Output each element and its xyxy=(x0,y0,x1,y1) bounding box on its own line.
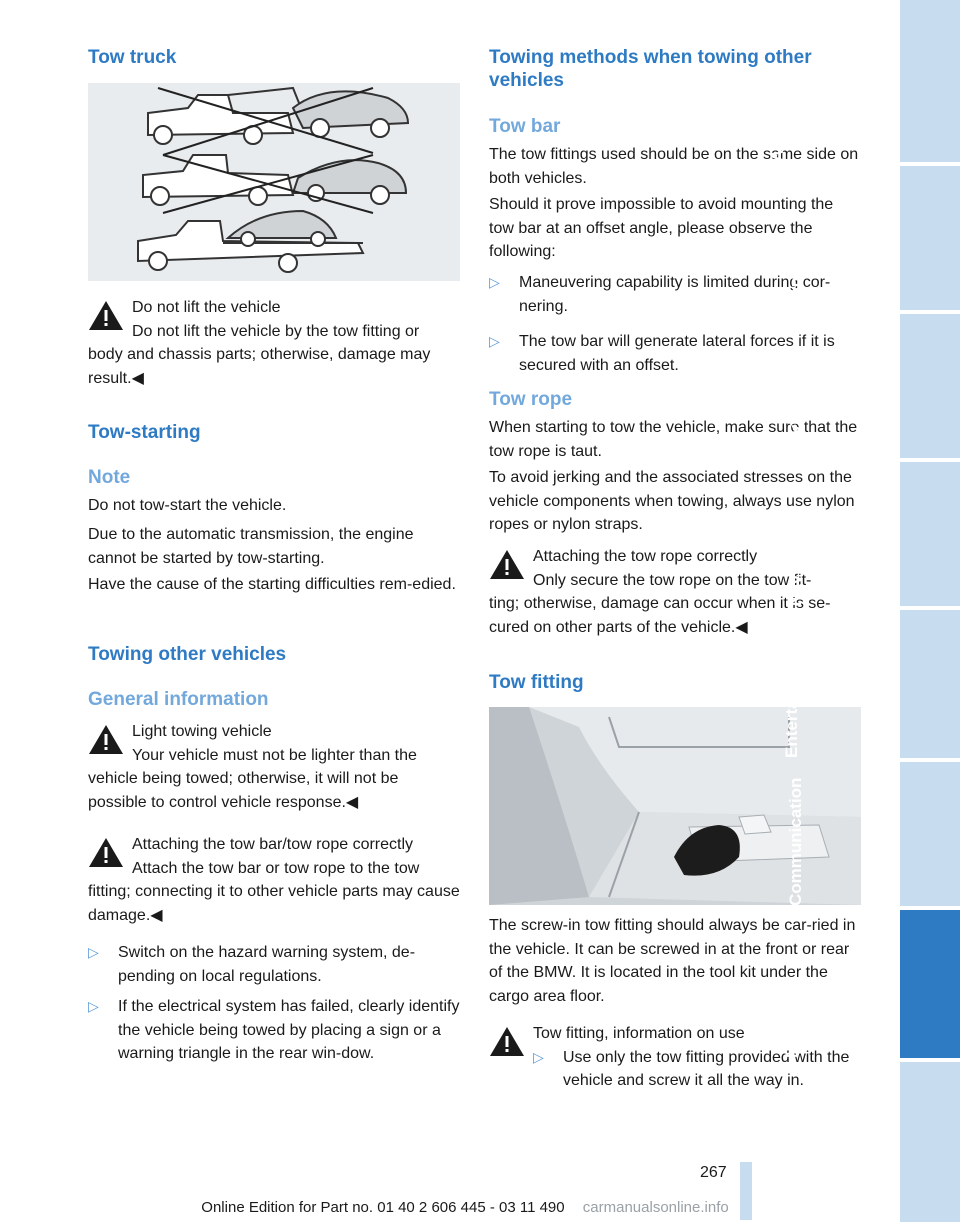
tow-rope-paragraph-1: When starting to tow the vehicle, make sure that the tow rope is taut. xyxy=(489,419,858,460)
tab-entertainment[interactable] xyxy=(782,610,960,758)
tab-label: Navigation xyxy=(786,519,805,606)
towing-other-heading: Towing other vehicles xyxy=(88,644,287,665)
warning-triangle-icon xyxy=(88,300,124,331)
towing-methods-heading: Towing methods when towing other vehicles xyxy=(489,47,812,91)
bullet-triangle-icon: ▷ xyxy=(489,333,500,349)
tab-mobility[interactable] xyxy=(782,910,960,1058)
tow-starting-heading: Tow-starting xyxy=(88,422,201,443)
warning-body-rest: ting; otherwise, damage can occur when it is se-cured on other parts of the vehicle.◀ xyxy=(489,595,831,636)
note-paragraph-3: Have the cause of the starting difficulties rem-edied. xyxy=(88,576,456,593)
note-heading: Note xyxy=(88,467,131,488)
watermark: carmanualsonline.info xyxy=(582,1199,729,1216)
warning-body-rest: vehicle being towed; otherwise, it will not be possible to control vehicle response.◀ xyxy=(88,770,399,811)
warning-body-first: Do not lift the vehicle by the tow fitting or xyxy=(132,322,420,340)
tab-navigation[interactable] xyxy=(786,462,960,606)
warning-triangle-icon xyxy=(489,1026,525,1057)
tab-communication[interactable] xyxy=(900,762,960,906)
tab-reference[interactable] xyxy=(770,1062,960,1222)
tow-rope-heading: Tow rope xyxy=(489,389,573,410)
warning-title: Attaching the tow rope correctly xyxy=(533,548,758,565)
tab-label: Driving tips xyxy=(786,364,805,458)
list-item-text: Maneuvering capability is limited during cor-nering. xyxy=(519,274,831,315)
warning-light-towing xyxy=(88,720,460,814)
warning-title: Tow fitting, information on use xyxy=(533,1025,745,1042)
bullet-triangle-icon: ▷ xyxy=(489,274,500,290)
warning-attach-tow-bar xyxy=(88,833,460,927)
list-item-text: Use only the tow fitting provided with the vehicle and screw it all the way in. xyxy=(563,1048,850,1089)
list-item xyxy=(489,330,861,377)
note-paragraph-2: Due to the automatic transmission, the engine cannot be started by tow-starting. xyxy=(88,526,414,567)
tab-label xyxy=(786,846,930,906)
warning-title: Do not lift the vehicle xyxy=(132,299,281,316)
warning-title: Light towing vehicle xyxy=(132,723,272,740)
warning-body-first: Attach the tow bar or tow rope to the tow xyxy=(132,859,420,877)
warning-triangle-icon xyxy=(88,724,124,755)
list-item xyxy=(88,941,460,988)
bullet-triangle-icon: ▷ xyxy=(88,998,99,1014)
list-item xyxy=(88,995,460,1066)
tow-bar-paragraph-2: Should it prove impossible to avoid mounting the tow bar at an offset angle, please observe the following: xyxy=(489,196,834,260)
tab-controls[interactable] xyxy=(786,166,960,310)
general-info-heading: General information xyxy=(88,689,269,710)
tab-label: Reference xyxy=(770,1139,789,1222)
warning-body-first: Your vehicle must not be lighter than the xyxy=(132,746,417,764)
list-item-text: If the electrical system has failed, clearly identify the vehicle being towed by placing a sign or a warning triangle in the rear win-dow. xyxy=(118,998,460,1062)
footer-edition: Online Edition for Part no. 01 40 2 606 445 - 03 11 490 xyxy=(201,1199,565,1216)
bullet-triangle-icon: ▷ xyxy=(88,944,99,960)
tab-at-a-glance[interactable] xyxy=(768,0,960,162)
tow-fitting-paragraph: The screw-in tow fitting should always be car-ried in the vehicle. It can be screwed in at the front or rear of the BMW. It is located in the tool kit under the cargo area floor. xyxy=(489,917,856,1005)
tow-truck-heading: Tow truck xyxy=(88,47,177,68)
warning-triangle-icon xyxy=(489,549,525,580)
list-item-text: Switch on the hazard warning system, de-pending on local regulations. xyxy=(118,944,416,985)
note-paragraph-1: Do not tow-start the vehicle. xyxy=(88,497,287,514)
tow-bar-paragraph-1: The tow fittings used should be on the same side on both vehicles. xyxy=(489,146,859,187)
tow-rope-paragraph-2: To avoid jerking and the associated stresses on the vehicle components when towing, always use nylon ropes or nylon straps. xyxy=(489,469,855,533)
warning-body-rest: fitting; connecting it to other vehicle parts may cause damage.◀ xyxy=(88,883,460,924)
tow-bar-heading: Tow bar xyxy=(489,116,561,137)
warning-body-first: Only secure the tow rope on the tow fit- xyxy=(533,571,812,589)
footer-text xyxy=(0,1199,800,1216)
tab-label: Mobility xyxy=(782,993,801,1058)
list-item-text: The tow bar will generate lateral forces if it is secured with an offset. xyxy=(519,333,835,374)
tow-truck-illustration xyxy=(88,83,460,281)
tow-truck-diagram xyxy=(88,83,460,281)
warning-do-not-lift xyxy=(88,296,460,390)
tab-label: Controls xyxy=(786,240,805,310)
tab-driving-tips[interactable] xyxy=(786,314,960,458)
warning-title: Attaching the tow bar/tow rope correctly xyxy=(132,836,414,853)
warning-triangle-icon xyxy=(88,837,124,868)
page-number: 267 xyxy=(700,1164,727,1181)
tab-label: Entertainment xyxy=(782,643,801,758)
tab-label: At a glance xyxy=(768,71,787,162)
tow-fitting-heading: Tow fitting xyxy=(489,672,584,693)
warning-body-rest: body and chassis parts; otherwise, damage may result.◀ xyxy=(88,346,431,387)
bullet-triangle-icon: ▷ xyxy=(533,1048,544,1065)
